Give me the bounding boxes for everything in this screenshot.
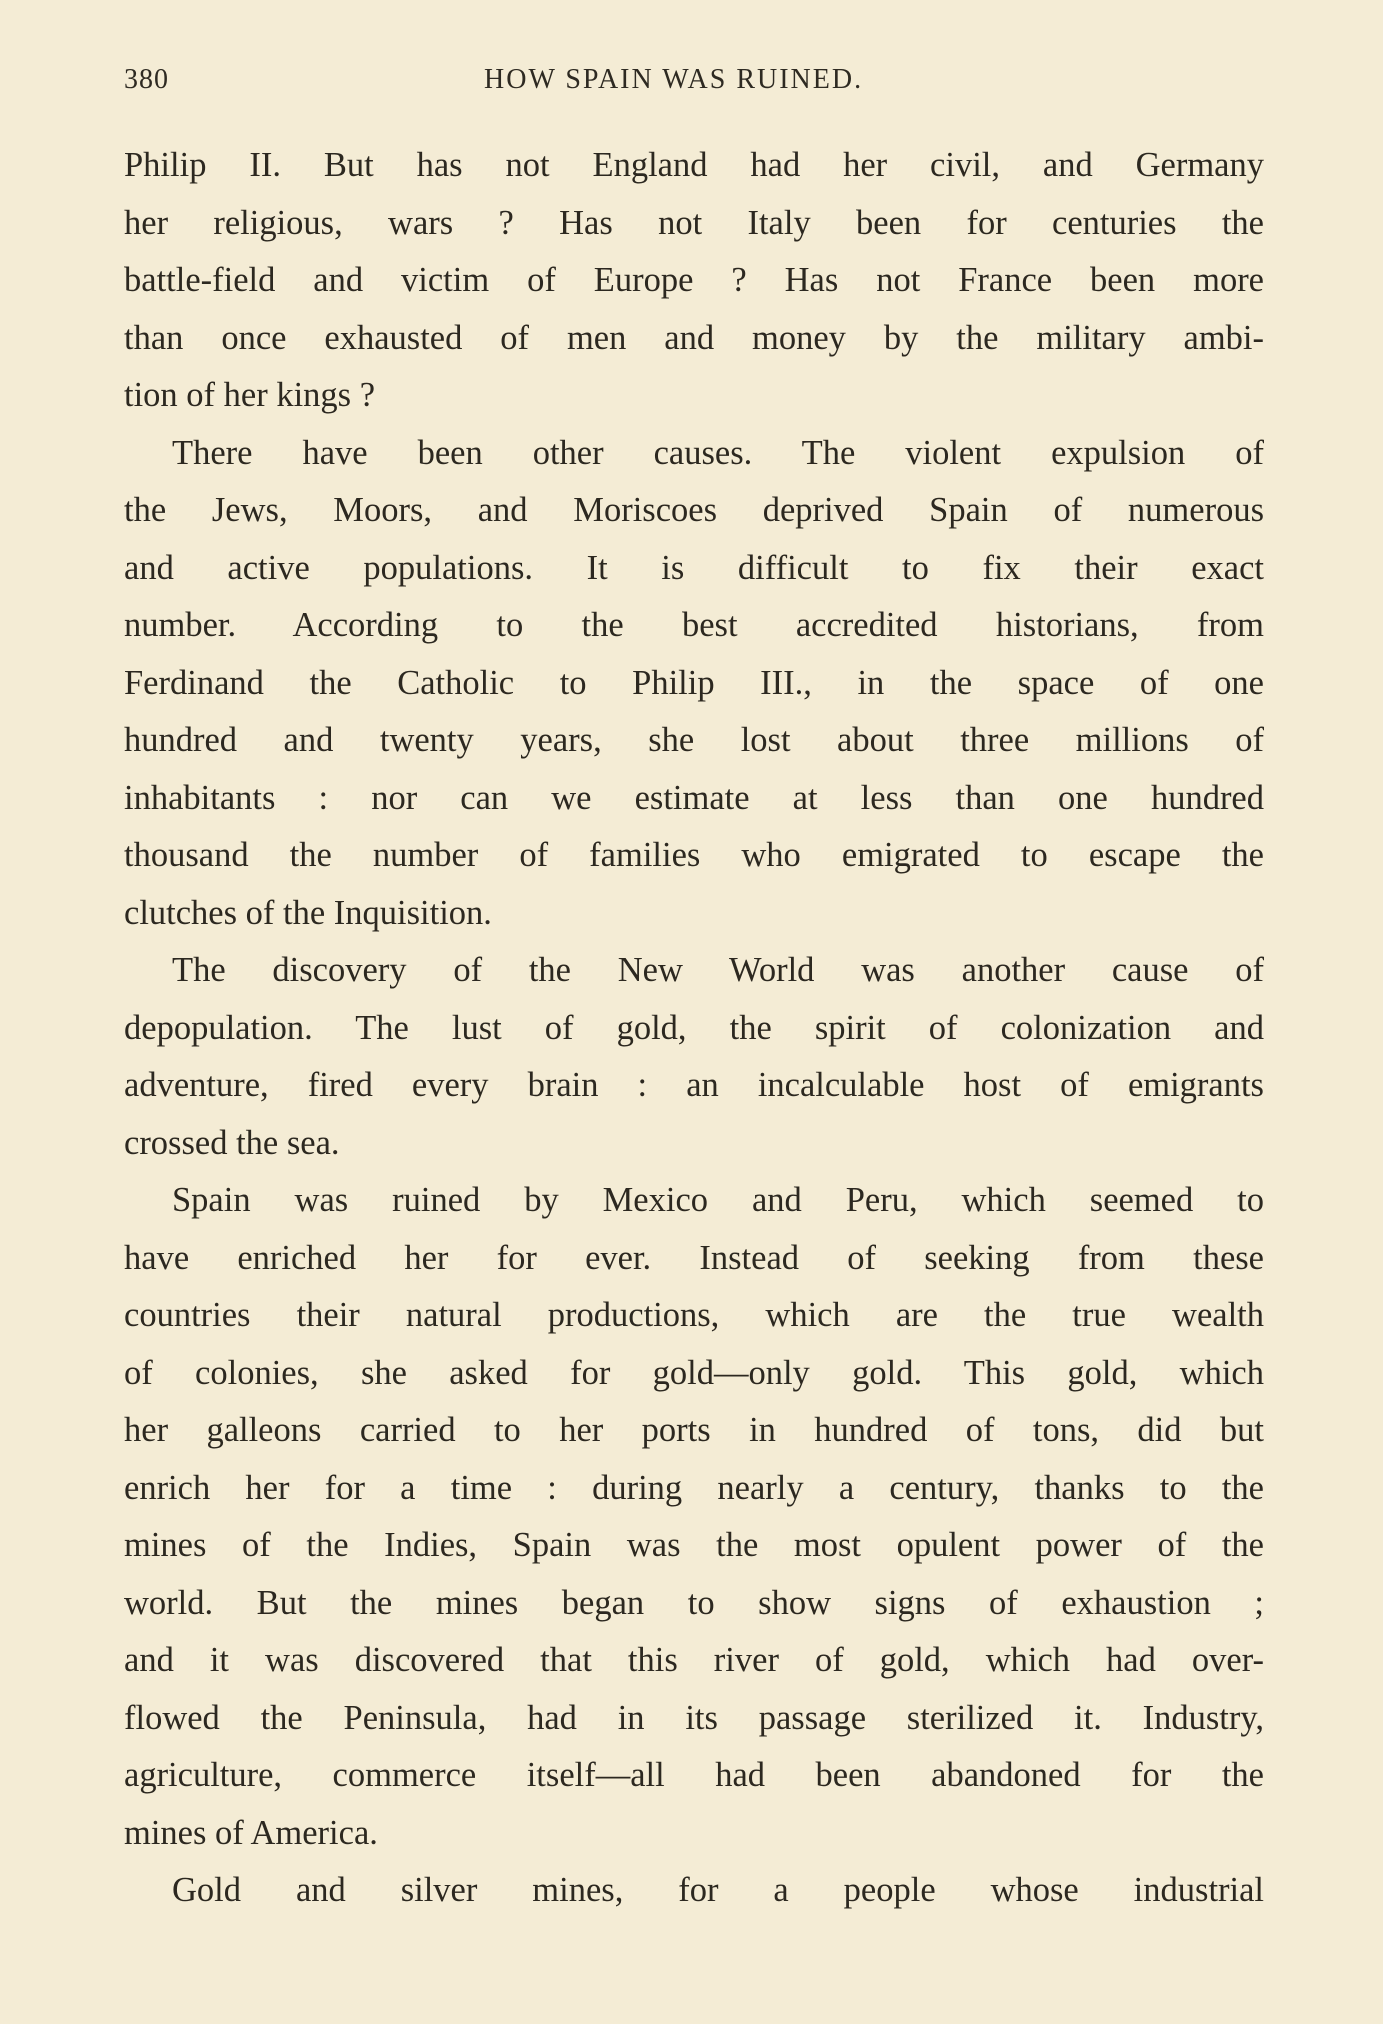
text-line: battle-field and victim of Europe ? Has not France been more [124, 261, 1264, 299]
text-line: adventure, fired every brain : an incalculable host of emigrants [124, 1066, 1264, 1104]
text-line: world. But the mines began to show signs of exhaustion ; [124, 1583, 1264, 1622]
text-line: inhabitants : nor can we estimate at less than one hundred [124, 778, 1264, 817]
running-title: HOW SPAIN WAS RUINED. [484, 64, 864, 95]
paragraph [124, 1172, 1264, 1862]
paragraph [124, 942, 1264, 1172]
text-line: clutches of the Inquisition. [124, 893, 492, 932]
text-line: There have been other causes. The violent expulsion of [172, 433, 1264, 472]
text-line: Gold and silver mines, for a people whose industrial [172, 1871, 1264, 1909]
text-line: The discovery of the New World was another cause of [172, 951, 1264, 989]
body-text [124, 137, 1264, 1920]
paragraph [124, 425, 1264, 943]
text-line: the Jews, Moors, and Moriscoes deprived Spain of numerous [124, 491, 1264, 529]
text-line: than once exhausted of men and money by the military ambi- [124, 318, 1264, 357]
text-line: tion of her kings ? [124, 376, 376, 414]
text-line: Philip II. But has not England had her civil, and Germany [124, 146, 1264, 184]
text-line: Ferdinand the Catholic to Philip III., in the space of one [124, 663, 1264, 702]
text-line: of colonies, she asked for gold—only gold. This gold, which [124, 1353, 1264, 1392]
text-line: and it was discovered that this river of gold, which had over- [124, 1641, 1264, 1679]
text-line: Spain was ruined by Mexico and Peru, which seemed to [172, 1181, 1264, 1219]
text-line: have enriched her for ever. Instead of seeking from these [124, 1238, 1264, 1277]
text-line: crossed the sea. [124, 1123, 340, 1162]
text-line: mines of the Indies, Spain was the most opulent power of the [124, 1526, 1264, 1564]
text-line: flowed the Peninsula, had in its passage sterilized it. Industry, [124, 1698, 1264, 1737]
paragraph [124, 1862, 1264, 1920]
text-line: her galleons carried to her ports in hundred of tons, did but [124, 1411, 1264, 1449]
running-head [124, 64, 1264, 104]
text-line: thousand the number of families who emigrated to escape the [124, 836, 1264, 874]
text-line: her religious, wars ? Has not Italy been for centuries the [124, 203, 1264, 242]
text-line: hundred and twenty years, she lost about three millions of [124, 721, 1264, 759]
text-line: enrich her for a time : during nearly a century, thanks to the [124, 1468, 1264, 1507]
text-line: countries their natural productions, which are the true wealth [124, 1296, 1264, 1334]
text-line: depopulation. The lust of gold, the spirit of colonization and [124, 1008, 1264, 1047]
text-line: and active populations. It is difficult to fix their exact [124, 548, 1264, 587]
page-number: 380 [124, 64, 169, 95]
text-line: agriculture, commerce itself—all had been abandoned for the [124, 1756, 1264, 1794]
paragraph [124, 137, 1264, 425]
text-line: mines of America. [124, 1813, 378, 1852]
text-line: number. According to the best accredited historians, from [124, 606, 1264, 644]
